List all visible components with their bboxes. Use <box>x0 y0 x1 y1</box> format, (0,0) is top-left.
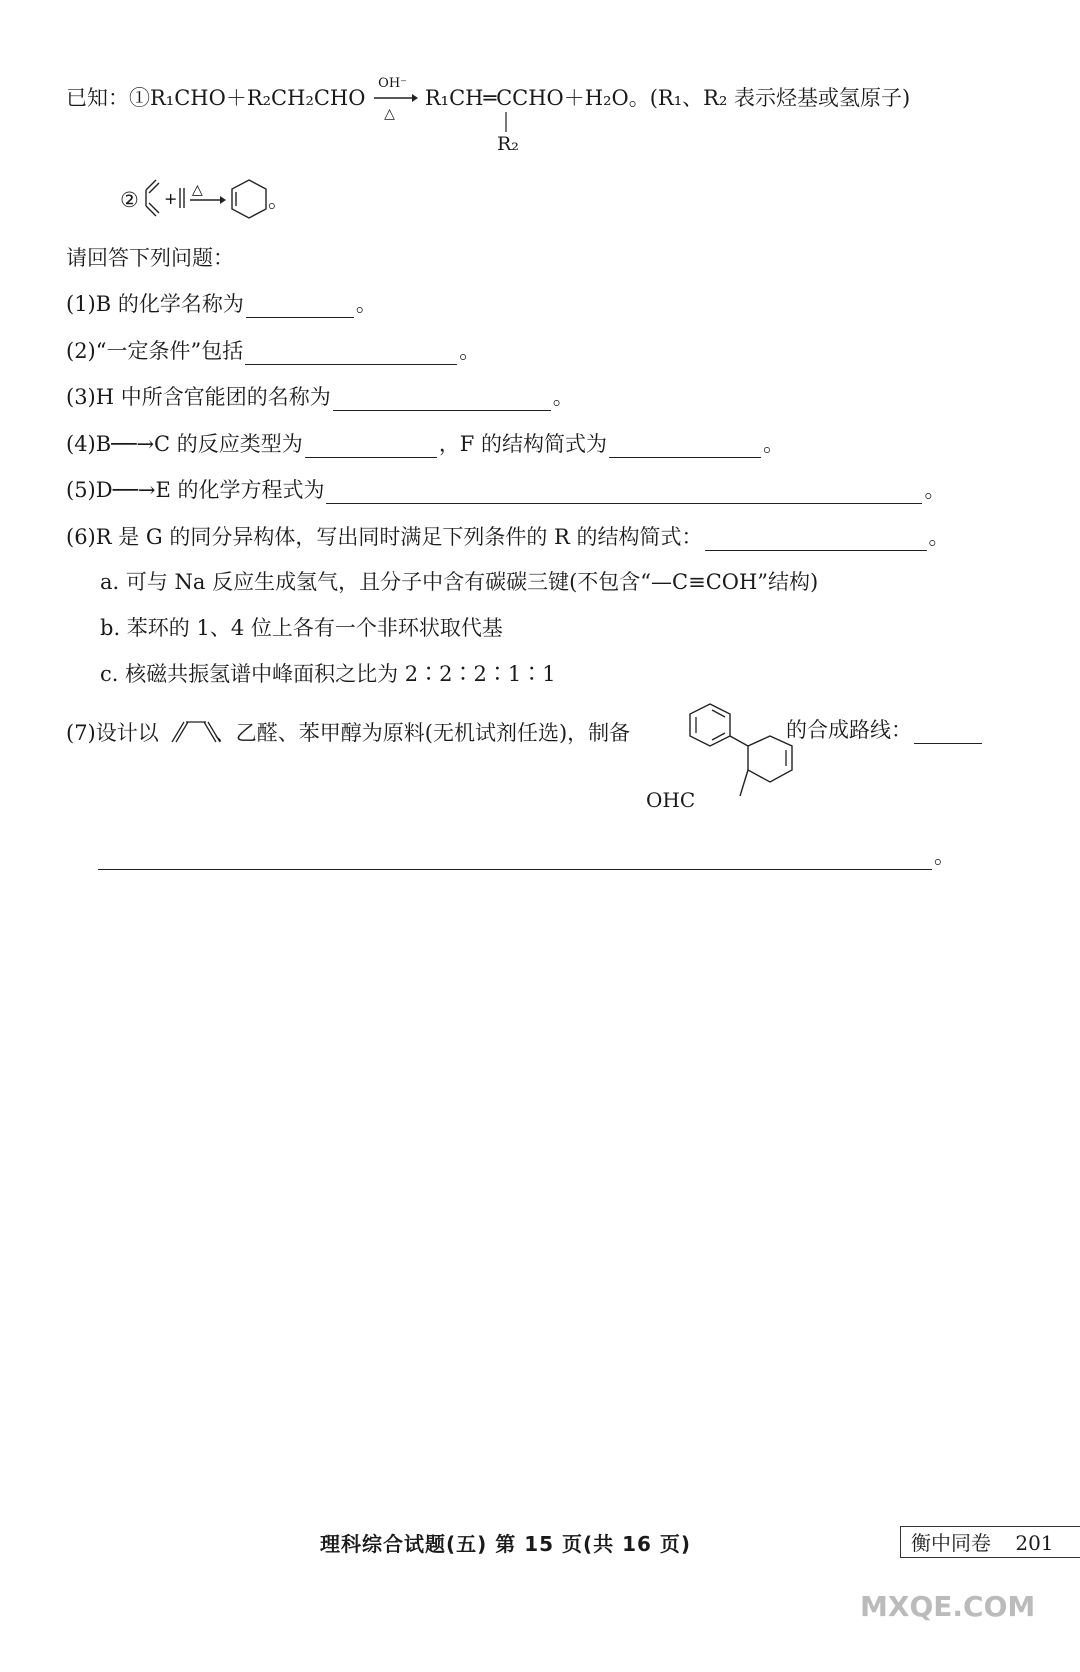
page-footer: 理科综合试题(五) 第 15 页(共 16 页) <box>320 1532 692 1556</box>
question-4-text: (4)B──→C 的反应类型为 <box>66 432 303 456</box>
heat-condition: △ <box>192 182 203 198</box>
question-6 <box>66 523 950 551</box>
question-3-end: 。 <box>552 385 574 409</box>
question-5-end: 。 <box>924 478 946 502</box>
question-5 <box>66 476 945 504</box>
reaction-1-lhs: R₁CHO＋R₂CH₂CHO <box>150 86 366 110</box>
plus-sign: + <box>164 189 178 208</box>
answer-blank-3[interactable] <box>333 388 551 411</box>
question-7-mid: 、乙醛、苯甲醇为原料(无机试剂任选)，制备 <box>214 721 631 745</box>
question-4-end: 。 <box>763 432 785 456</box>
question-7-end-text: 的合成路线： <box>786 718 912 742</box>
corner-tag <box>900 1526 1080 1558</box>
cyclohexene-icon <box>232 180 266 218</box>
arrow-condition-bottom: △ <box>384 106 395 122</box>
known-prefix: 已知： <box>66 86 129 110</box>
question-1-end: 。 <box>355 292 377 316</box>
question-7-route <box>786 716 984 744</box>
question-4-mid: ，F 的结构简式为 <box>438 432 608 456</box>
condition-a: a. 可与 Na 反应生成氢气，且分子中含有碳碳三键(不包含“—C≡COH”结构) <box>100 570 819 594</box>
reaction-2-end: 。 <box>268 188 289 212</box>
answer-blank-2[interactable] <box>245 342 457 365</box>
question-4 <box>66 430 784 458</box>
question-7-text: (7)设计以 <box>66 721 159 745</box>
question-2 <box>66 337 480 365</box>
question-1-text: (1)B 的化学名称为 <box>66 292 244 316</box>
reaction-1-label: ① <box>129 86 150 110</box>
question-7 <box>66 716 630 747</box>
question-6-end: 。 <box>928 525 950 549</box>
question-2-end: 。 <box>459 339 481 363</box>
reaction-1-rhs: R₁CH═CCHO＋H₂O。 <box>424 86 650 110</box>
condition-b: b. 苯环的 1、4 位上各有一个非环状取代基 <box>100 616 503 640</box>
diels-alder-diagram <box>142 174 282 224</box>
question-1 <box>66 290 377 318</box>
known-reaction-2 <box>120 186 139 214</box>
question-3 <box>66 383 574 411</box>
question-6-text: (6)R 是 G 的同分异构体，写出同时满足下列条件的 R 的结构简式： <box>66 525 703 549</box>
question-2-text: (2)“一定条件”包括 <box>66 339 244 363</box>
substituent-r2: R₂ <box>497 133 519 155</box>
arrow-condition-top: OH⁻ <box>378 76 408 91</box>
reaction-1-note: (R₁、R₂ 表示烃基或氢原子) <box>649 86 911 110</box>
butadiene-icon <box>146 180 159 216</box>
answer-blank-6[interactable] <box>705 528 927 551</box>
question-7-final: 。 <box>934 844 955 868</box>
answer-blank-4b[interactable] <box>609 435 761 458</box>
prompt: 请回答下列问题： <box>66 246 234 270</box>
aldehyde-label: OHC <box>646 788 696 812</box>
known-reaction-1 <box>66 76 911 122</box>
condition-c: c. 核磁共振氢谱中峰面积之比为 2∶2∶2∶1∶1 <box>100 662 556 686</box>
answer-blank-7b[interactable] <box>98 847 932 870</box>
reaction-2-label: ② <box>120 188 139 212</box>
arrow-icon <box>372 84 418 112</box>
reaction-arrow <box>372 76 418 122</box>
question-5-text: (5)D──→E 的化学方程式为 <box>66 478 325 502</box>
page-number: 201 <box>1015 1531 1054 1555</box>
watermark: MXQE.COM <box>860 1590 1036 1623</box>
answer-blank-1[interactable] <box>246 295 354 318</box>
corner-label: 衡中同卷 <box>911 1531 991 1555</box>
question-3-text: (3)H 中所含官能团的名称为 <box>66 385 331 409</box>
butadiene-skeletal-icon <box>168 718 224 746</box>
ethylene-icon <box>180 188 184 208</box>
answer-blank-7a[interactable] <box>914 721 982 744</box>
answer-blank-5[interactable] <box>326 481 922 504</box>
answer-blank-4a[interactable] <box>305 435 437 458</box>
question-7-line-2 <box>96 842 955 870</box>
